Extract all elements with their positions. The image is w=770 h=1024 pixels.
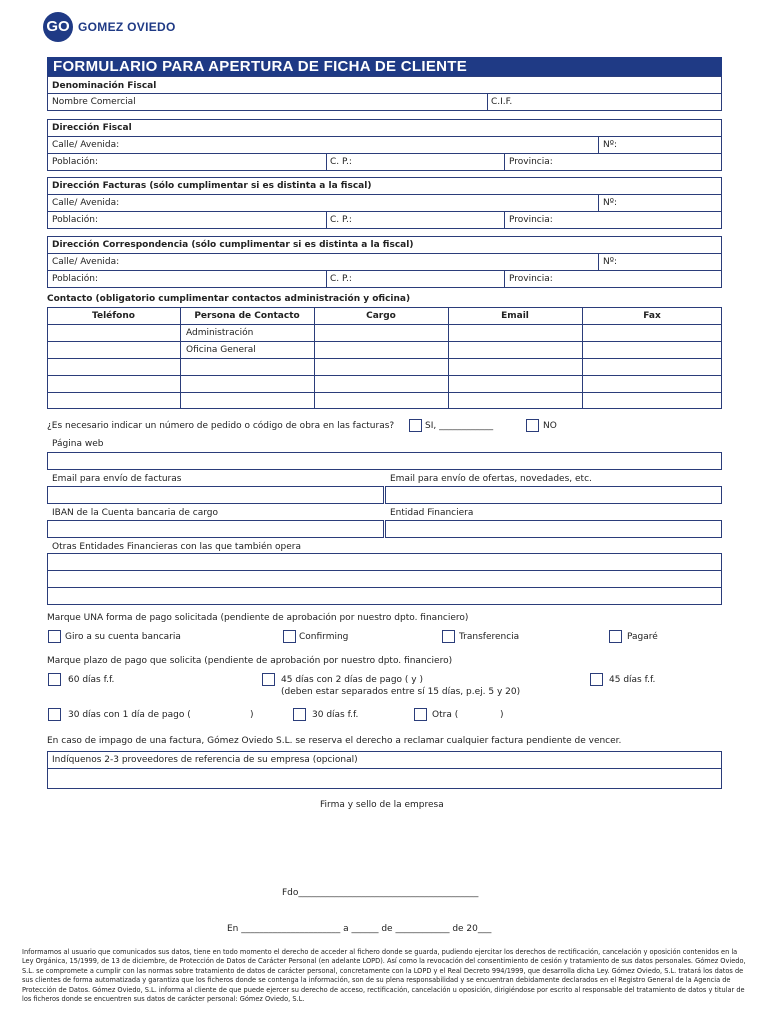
privacy-legal-text: Informamos al usuario que comunicados sus datos, tiene en todo momento el derecho de acceder al fichero donde se guarda, pudiendo ejercitar los derechos de rectificación, cancelación y oposición contenidos en la Ley Orgánica, 15/1999, de 13 de diciembre, de Protección de Datos de Carácter Personal (en adelante LOPD). Así como la revocación del consentimiento de cesión y tratamiento de sus datos personales. Gómez Oviedo, S.L. se compromete a cumplir con las normas sobre tratamiento de datos de carácter personal, concretamente con la LOPD y el Real Decreto 994/1999, que desarrolla dicha Ley. Gómez Oviedo, S.L. tratará los datos de sus clientes de forma automatizada y garantiza que los ficheros donde se contenga la información, son de su plena responsabilidad y se encuentran debidamente declarados en el Registro General de la Agencia de Protección de Datos. Gómez Oviedo, S.L. informa al cliente de que puede ejercer su derecho de acceso, rectificación, cancelación u oposición, dirigiéndose por escrito al responsable del tratamiento de datos y titular de los ficheros donde se encuentren sus datos de carácter personal: Gómez Oviedo, S.L.	[22, 948, 746, 1004]
website-input[interactable]	[47, 452, 722, 470]
iban-label: IBAN de la Cuenta bancaria de cargo	[52, 508, 219, 518]
correspondence-cp-field[interactable]: C. P.:	[330, 274, 352, 284]
invoice-street-field[interactable]: Calle/ Avenida:	[52, 198, 120, 208]
order-no-checkbox[interactable]	[526, 419, 539, 432]
payment-confirming-label: Confirming	[299, 632, 349, 642]
term-45-two-days-checkbox[interactable]	[262, 673, 275, 686]
term-other-close: )	[500, 710, 504, 720]
bank-input[interactable]	[385, 520, 722, 538]
other-banks-table[interactable]	[47, 553, 722, 605]
fiscal-town-field[interactable]: Población:	[52, 157, 99, 167]
contact-col-person: Persona de Contacto	[194, 311, 300, 321]
invoice-email-label: Email para envío de facturas	[52, 474, 182, 484]
payment-term-heading: Marque plazo de pago que solicita (pendiente de aprobación por nuestro dpto. financiero)	[47, 656, 453, 666]
iban-input[interactable]	[47, 520, 384, 538]
contact-row-administration: Administración	[186, 328, 254, 338]
fiscal-cp-field[interactable]: C. P.:	[330, 157, 352, 167]
payment-confirming-checkbox[interactable]	[283, 630, 296, 643]
suppliers-label: Indíquenos 2-3 proveedores de referencia de su empresa (opcional)	[52, 755, 358, 765]
term-other-label: Otra (	[432, 710, 459, 720]
term-30-checkbox[interactable]	[293, 708, 306, 721]
signature-label: Firma y sello de la empresa	[320, 800, 444, 810]
fiscal-address-heading: Dirección Fiscal	[52, 123, 132, 133]
contact-col-fax: Fax	[643, 311, 661, 321]
term-60-checkbox[interactable]	[48, 673, 61, 686]
unpaid-invoice-notice: En caso de impago de una factura, Gómez Oviedo S.L. se reserva el derecho a reclamar cualquier factura pendiente de vencer.	[47, 736, 622, 746]
cif-field[interactable]: C.I.F.	[491, 97, 513, 107]
trade-name-field[interactable]: Nombre Comercial	[52, 97, 136, 107]
form-title: FORMULARIO PARA APERTURA DE FICHA DE CLIENTE	[47, 57, 722, 76]
term-30-label: 30 días f.f.	[312, 710, 359, 720]
invoice-number-field[interactable]: Nº:	[603, 198, 618, 208]
fiscal-name-label: Denominación Fiscal	[52, 81, 157, 91]
contact-col-role: Cargo	[366, 311, 396, 321]
term-30-one-day-checkbox[interactable]	[48, 708, 61, 721]
order-yes-checkbox[interactable]	[409, 419, 422, 432]
invoice-email-input[interactable]	[47, 486, 384, 504]
term-45-two-days-label: 45 días con 2 días de pago ( y )	[281, 675, 423, 685]
logo-company-name: GOMEZ OVIEDO	[78, 20, 176, 34]
term-45-label: 45 días f.f.	[609, 675, 656, 685]
website-label: Página web	[52, 439, 104, 449]
contact-row-office: Oficina General	[186, 345, 256, 355]
correspondence-address-heading: Dirección Correspondencia (sólo cumplimentar si es distinta a la fiscal)	[52, 240, 414, 250]
bank-label: Entidad Financiera	[390, 508, 474, 518]
other-banks-label: Otras Entidades Financieras con las que también opera	[52, 542, 302, 552]
offers-email-label: Email para envío de ofertas, novedades, etc.	[390, 474, 592, 484]
term-45-checkbox[interactable]	[590, 673, 603, 686]
offers-email-input[interactable]	[385, 486, 722, 504]
invoice-cp-field[interactable]: C. P.:	[330, 215, 352, 225]
fiscal-number-field[interactable]: Nº:	[603, 140, 618, 150]
fiscal-address-block	[47, 119, 722, 171]
contact-heading: Contacto (obligatorio cumplimentar contactos administración y oficina)	[47, 294, 411, 304]
payment-giro-label: Giro a su cuenta bancaria	[65, 632, 181, 642]
payment-giro-checkbox[interactable]	[48, 630, 61, 643]
signed-by-line[interactable]: Fdo________________________________________	[282, 888, 479, 898]
term-60-label: 60 días f.f.	[68, 675, 115, 685]
term-other-checkbox[interactable]	[414, 708, 427, 721]
correspondence-street-field[interactable]: Calle/ Avenida:	[52, 257, 120, 267]
logo-circle: GO	[43, 12, 73, 42]
correspondence-number-field[interactable]: Nº:	[603, 257, 618, 267]
payment-promissory-label: Pagaré	[627, 632, 658, 642]
correspondence-province-field[interactable]: Provincia:	[509, 274, 553, 284]
invoice-province-field[interactable]: Provincia:	[509, 215, 553, 225]
payment-promissory-checkbox[interactable]	[609, 630, 622, 643]
contact-col-phone: Teléfono	[92, 311, 135, 321]
contact-col-email: Email	[501, 311, 529, 321]
payment-transfer-label: Transferencia	[459, 632, 520, 642]
term-30-one-day-close: )	[250, 710, 254, 720]
order-no-label: NO	[543, 421, 557, 431]
fiscal-province-field[interactable]: Provincia:	[509, 157, 553, 167]
payment-form-heading: Marque UNA forma de pago solicitada (pendiente de aprobación por nuestro dpto. financiero)	[47, 613, 469, 623]
order-number-question: ¿Es necesario indicar un número de pedido o código de obra en las facturas?	[47, 421, 395, 431]
term-45-two-days-note: (deben estar separados entre sí 15 días, p.ej. 5 y 20)	[281, 687, 521, 697]
payment-transfer-checkbox[interactable]	[442, 630, 455, 643]
company-logo	[43, 12, 193, 42]
fiscal-street-field[interactable]: Calle/ Avenida:	[52, 140, 120, 150]
correspondence-town-field[interactable]: Población:	[52, 274, 99, 284]
order-yes-label: SI, ____________	[425, 421, 494, 431]
place-date-line[interactable]: En ______________________ a ______ de ____________ de 20___	[227, 924, 492, 934]
invoice-town-field[interactable]: Población:	[52, 215, 99, 225]
invoice-address-heading: Dirección Facturas (sólo cumplimentar si es distinta a la fiscal)	[52, 181, 372, 191]
term-30-one-day-label: 30 días con 1 día de pago (	[68, 710, 191, 720]
